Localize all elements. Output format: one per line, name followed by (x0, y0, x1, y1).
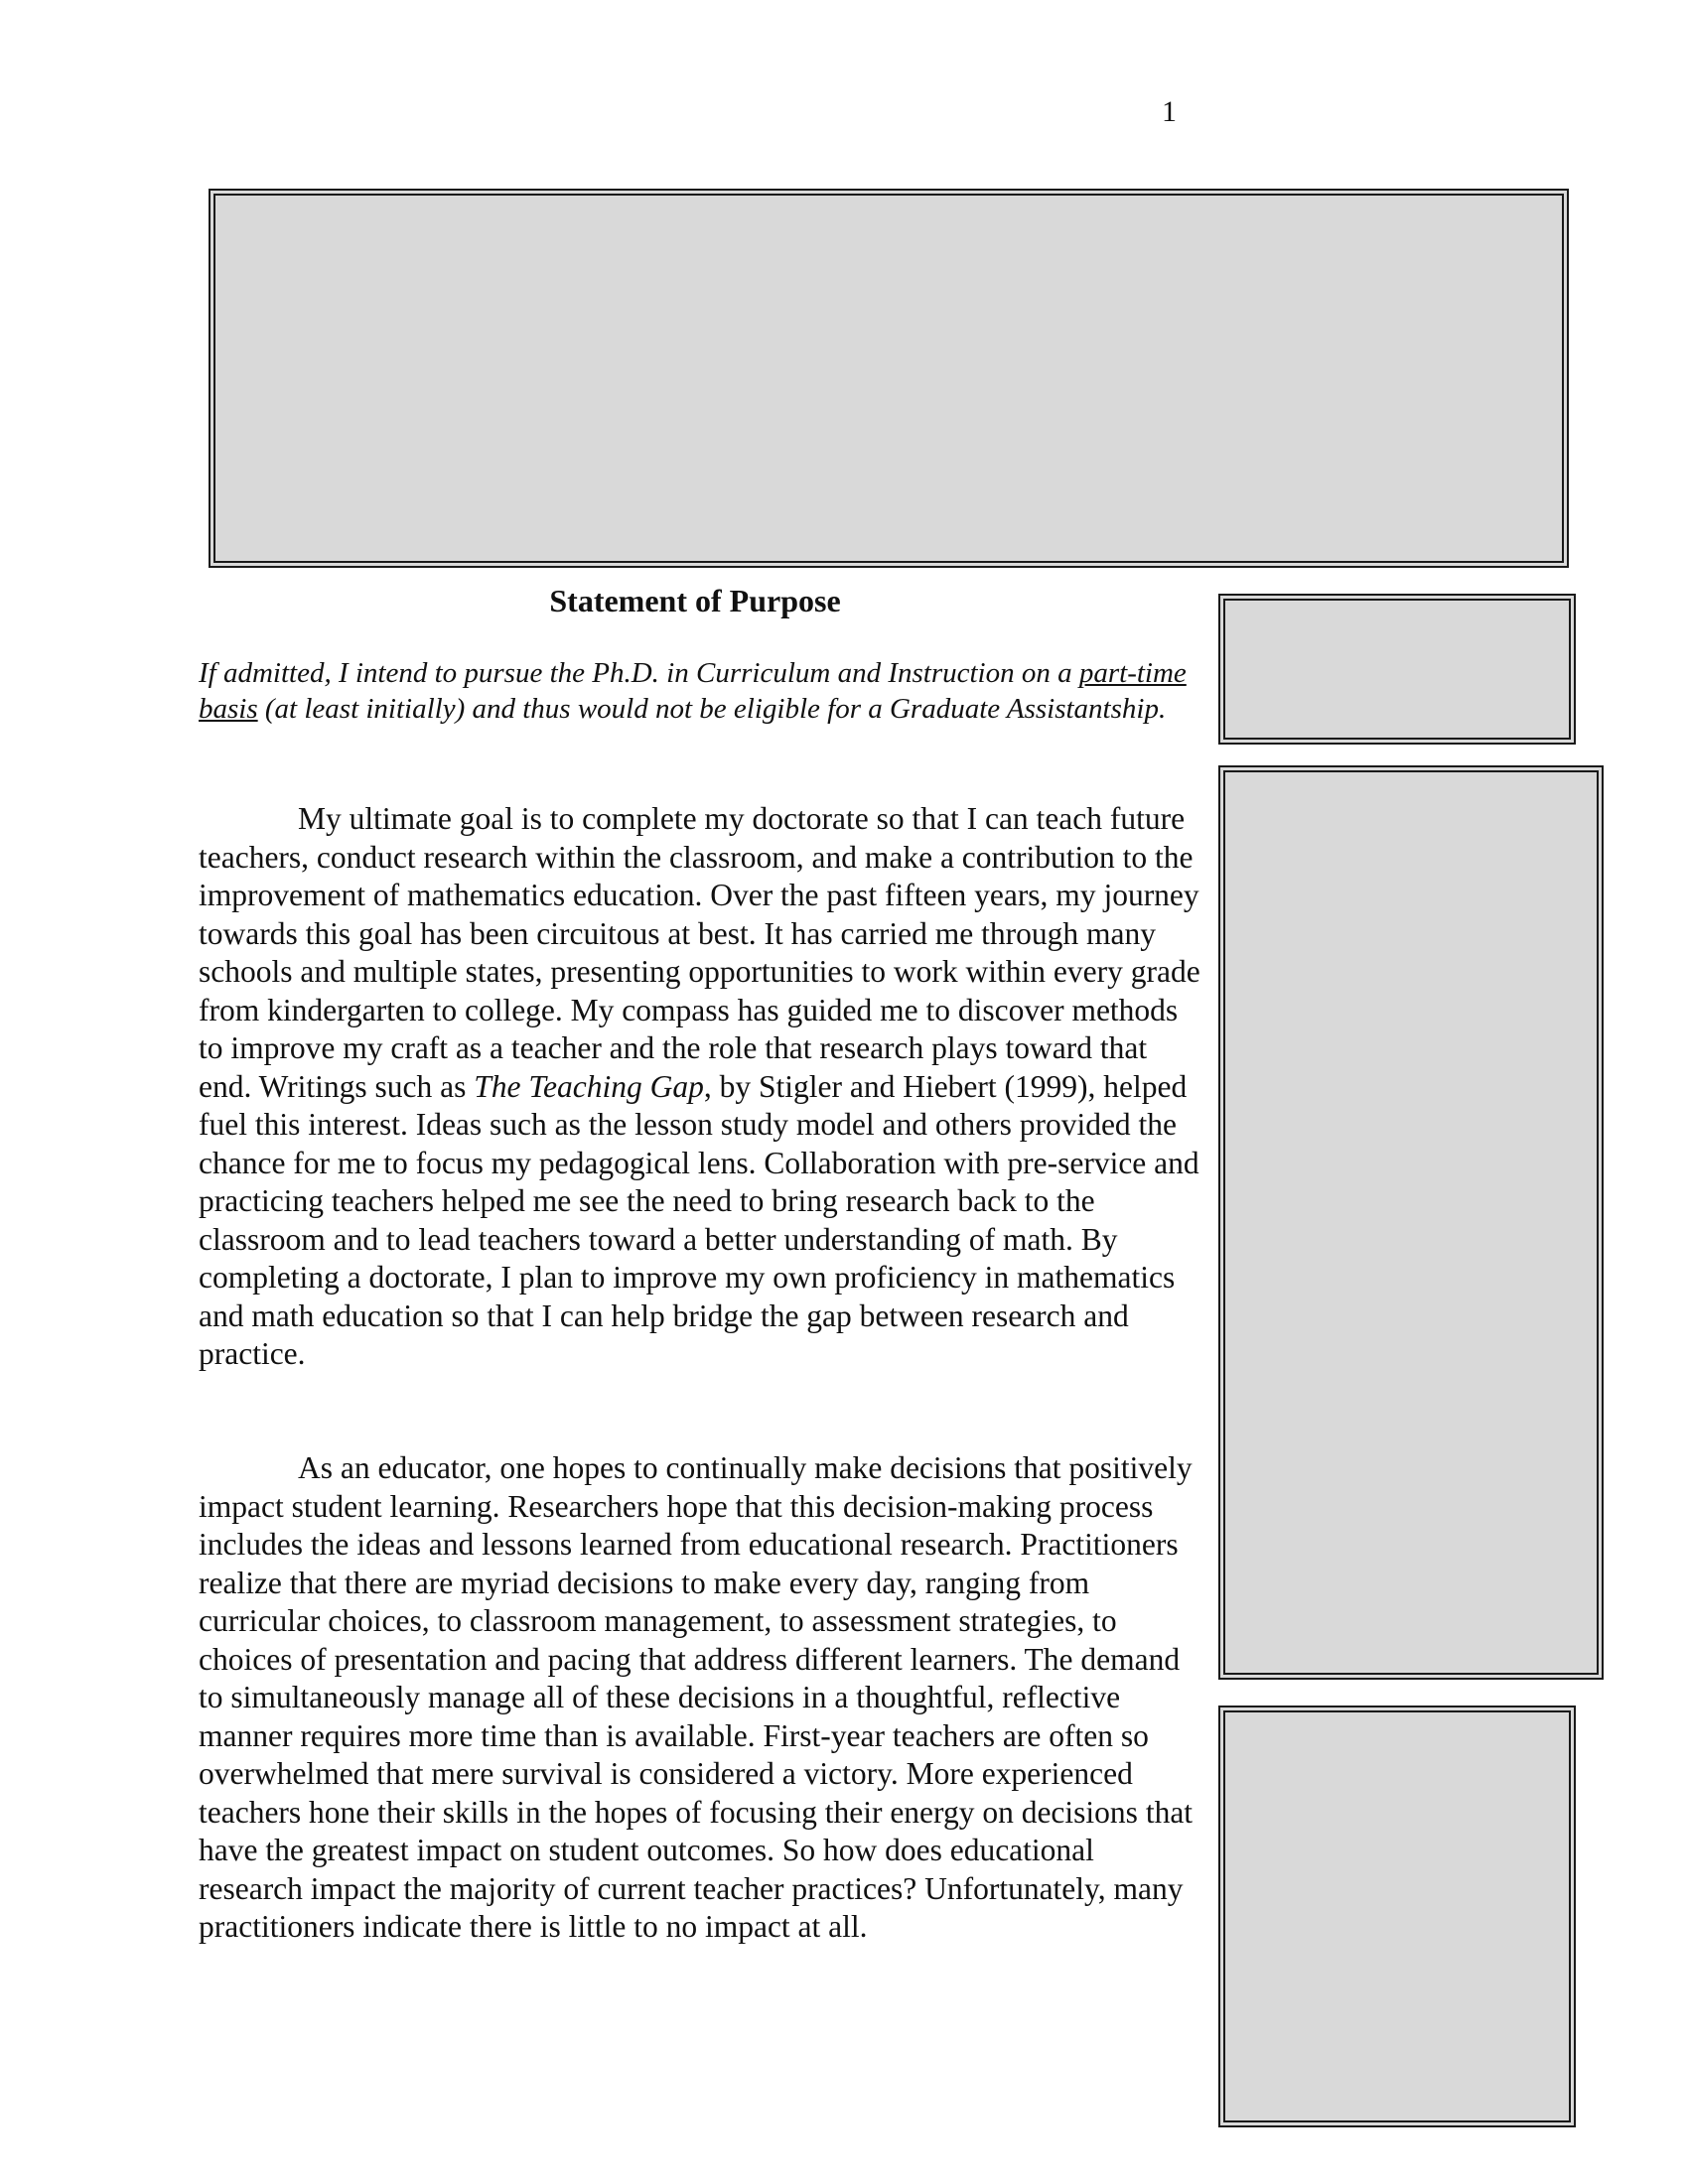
enrollment-note-underlined: part-time basis (199, 657, 1187, 725)
paragraph-goal (199, 800, 1201, 1374)
book-title-reference: The Teaching Gap (474, 1068, 704, 1104)
enrollment-note (199, 655, 1201, 727)
document-title: Statement of Purpose (549, 583, 841, 618)
enrollment-note-text-1: If admitted, I intend to pursue the Ph.D. in Curriculum and Instruction on a (199, 657, 1079, 689)
paragraph-goal-text-1: My ultimate goal is to complete my doctorate so that I can teach future teachers, conduct research within the classroom, and make a contribution to the improvement of mathematics education. Over the past fifteen years, my journey towards this goal has been circuitous at best. It has carried me through many schools and multiple states, presenting opportunities to work within every grade from kindergarten to college. My compass has guided me to discover methods to improve my craft as a teacher and the role that research plays toward that end. Writings such as (199, 801, 1200, 1104)
page-number: 1 (1162, 95, 1177, 128)
paragraph-research-impact: As an educator, one hopes to continually make decisions that positively impact student learning. Researchers hope that this decision-making process includes the ideas and lessons learned from educational research. Practitioners realize that there are myriad decisions to make every day, ranging from curricular choices, to classroom management, to assessment strategies, to choices of presentation and pacing that address different learners. The demand to simultaneously manage all of these decisions in a thoughtful, reflective manner requires more time than is available. First-year teachers are often so overwhelmed that mere survival is considered a victory. More experienced teachers hone their skills in the hopes of focusing their energy on decisions that have the greatest impact on student outcomes. So how does educational research impact the majority of current teacher practices? Unfortunately, many practitioners indicate there is little to no impact at all. (199, 1450, 1194, 1944)
enrollment-note-text-2: (at least initially) and thus would not be eligible for a Graduate Assistantship. (257, 693, 1167, 725)
paragraph-goal-text-2: , by Stigler and Hiebert (1999), helped fuel this interest. Ideas such as the lesson study model and others provided the chance for me to focus my pedagogical lens. Collaboration with pre-service and practicing teachers helped me see the need to bring research back to the classroom and to lead teachers toward a better understanding of math. By completing a doctorate, I plan to improve my own proficiency in mathematics and math education so that I can help bridge the gap between research and practice. (199, 1068, 1199, 1371)
redacted-margin-box-top (1218, 594, 1576, 745)
redacted-margin-box-bottom (1218, 1706, 1576, 2127)
redacted-header-box (209, 189, 1569, 568)
redacted-margin-box-middle (1218, 765, 1604, 1680)
